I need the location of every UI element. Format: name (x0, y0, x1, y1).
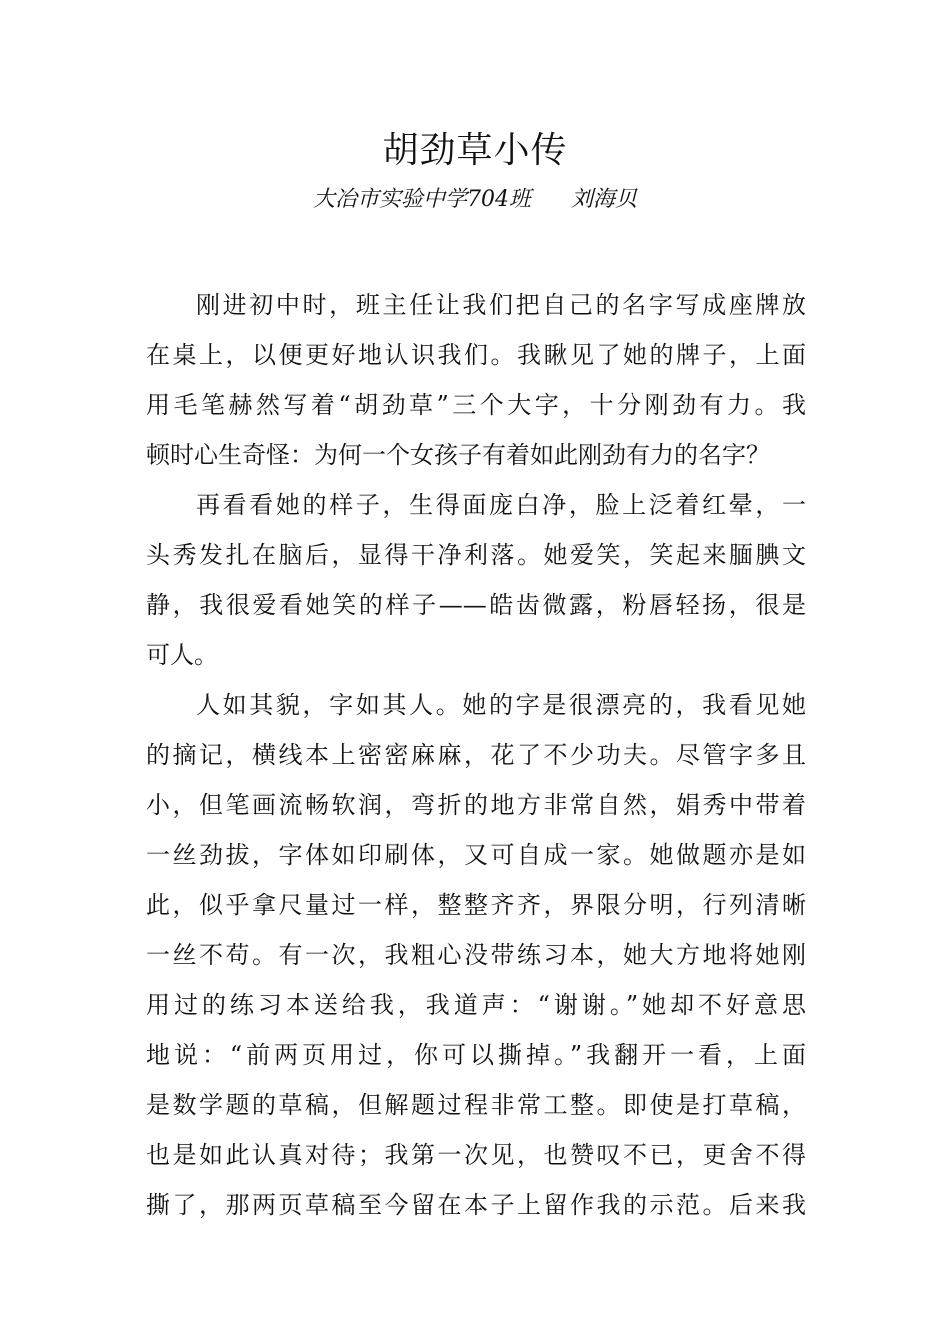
text-line: 用过的练习本送给我，我道声：“谢谢。”她却不好意思 (146, 991, 806, 1019)
text-line: 一丝劲拔，字体如印刷体，又可自成一家。她做题亦是如 (146, 841, 806, 869)
essay-body (146, 280, 806, 1230)
text-line: 人如其貌，字如其人。她的字是很漂亮的，我看见她 (196, 691, 806, 719)
text-line: 小，但笔画流畅软润，弯折的地方非常自然，娟秀中带着 (146, 791, 806, 819)
text-line: 此，似乎拿尺量过一样，整整齐齐，界限分明，行列清晰 (146, 891, 806, 919)
text-line: 撕了，那两页草稿至今留在本子上留作我的示范。后来我 (146, 1191, 806, 1219)
text-line: 在桌上，以便更好地认识我们。我瞅见了她的牌子，上面 (146, 341, 806, 369)
document-title: 胡劲草小传 (382, 130, 568, 171)
text-line: 也是如此认真对待；我第一次见，也赞叹不已，更舍不得 (146, 1141, 806, 1169)
text-line: 静，我很爱看她笑的样子——皓齿微露，粉唇轻扬，很是 (146, 591, 806, 619)
text-line: 可人。 (146, 641, 218, 669)
byline (0, 182, 950, 218)
text-line: 地说：“前两页用过，你可以撕掉。”我翻开一看，上面 (146, 1041, 806, 1069)
text-line: 是数学题的草稿，但解题过程非常工整。即使是打草稿， (146, 1091, 806, 1119)
text-line: 再看看她的样子，生得面庞白净，脸上泛着红晕，一 (196, 491, 806, 519)
text-line: 用毛笔赫然写着“胡劲草”三个大字，十分刚劲有力。我 (146, 391, 806, 419)
byline-author: 刘海贝 (570, 187, 637, 212)
text-line: 顿时心生奇怪：为何一个女孩子有着如此刚劲有力的名字？ (146, 441, 770, 469)
text-line: 的摘记，横线本上密密麻麻，花了不少功夫。尽管字多且 (146, 741, 806, 769)
text-line: 一丝不苟。有一次，我粗心没带练习本，她大方地将她刚 (146, 941, 806, 969)
byline-school: 大冶市实验中学704班 (312, 187, 531, 212)
text-line: 头秀发扎在脑后，显得干净利落。她爱笑，笑起来腼腆文 (146, 541, 806, 569)
text-line: 刚进初中时，班主任让我们把自己的名字写成座牌放 (196, 291, 806, 319)
